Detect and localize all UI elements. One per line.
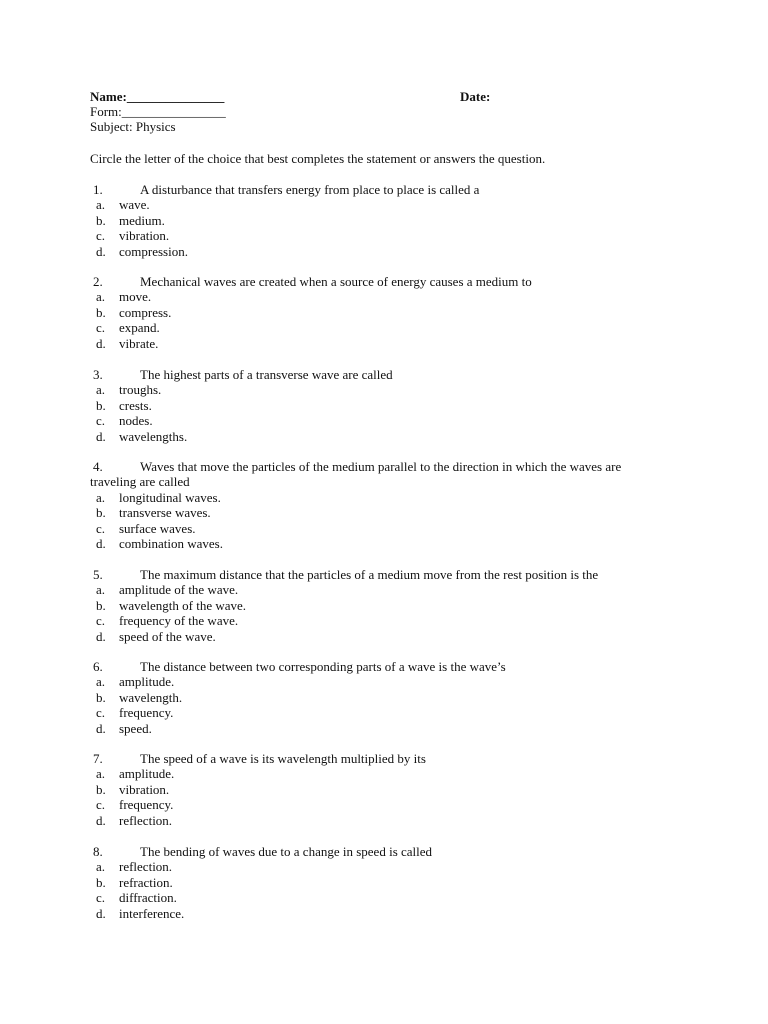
form-field: Form:________________ — [90, 104, 226, 119]
date-field: Date: — [460, 89, 491, 104]
subject-label: Subject: Physics — [90, 119, 176, 134]
option-text: vibration. — [119, 781, 170, 797]
option-text: medium. — [119, 212, 165, 228]
option-letter[interactable]: a. — [96, 289, 106, 305]
option-text: wavelength of the wave. — [119, 597, 247, 613]
option-text: compress. — [119, 304, 172, 320]
option-letter[interactable]: a. — [96, 197, 106, 213]
question-text: A disturbance that transfers energy from place to place is called a — [140, 182, 480, 197]
name-field: Name:_______________ — [90, 89, 225, 104]
option-text: wave. — [119, 197, 150, 213]
question-number: 6. — [93, 659, 103, 674]
option-letter[interactable]: c. — [96, 413, 106, 429]
option-text: troughs. — [119, 382, 162, 398]
option-text: wavelengths. — [119, 428, 188, 444]
option-letter[interactable]: b. — [96, 505, 106, 521]
option-letter[interactable]: d. — [96, 243, 106, 259]
option-letter[interactable]: d. — [96, 428, 106, 444]
question-number: 2. — [93, 274, 103, 289]
question-text: The bending of waves due to a change in speed is called — [140, 844, 433, 859]
option-text: crests. — [119, 397, 152, 413]
option-text: nodes. — [119, 413, 153, 429]
option-letter[interactable]: b. — [96, 597, 106, 613]
question-text: Waves that move the particles of the medium parallel to the direction in which the waves are — [140, 459, 622, 474]
option-letter[interactable]: b. — [96, 397, 106, 413]
option-text: reflection. — [119, 812, 173, 828]
option-text: frequency. — [119, 797, 174, 813]
option-text: speed of the wave. — [119, 628, 216, 644]
question-number: 4. — [93, 459, 103, 474]
question-number: 1. — [93, 182, 103, 197]
option-letter[interactable]: a. — [96, 859, 106, 875]
option-text: frequency of the wave. — [119, 613, 239, 629]
option-text: reflection. — [119, 859, 173, 875]
option-letter[interactable]: a. — [96, 489, 106, 505]
option-text: interference. — [119, 905, 185, 921]
option-letter[interactable]: d. — [96, 720, 106, 736]
question-number: 7. — [93, 751, 103, 766]
option-letter[interactable]: c. — [96, 890, 106, 906]
instructions: Circle the letter of the choice that best completes the statement or answers the question. — [90, 151, 546, 166]
question-text-continued: traveling are called — [90, 474, 190, 490]
question-number: 8. — [93, 844, 103, 859]
question-text: Mechanical waves are created when a source of energy causes a medium to — [140, 274, 532, 289]
option-letter[interactable]: b. — [96, 874, 106, 890]
option-text: vibrate. — [119, 335, 159, 351]
option-text: vibration. — [119, 228, 170, 244]
question-text: The maximum distance that the particles of a medium move from the rest position is the — [140, 567, 599, 582]
option-text: expand. — [119, 320, 160, 336]
option-letter[interactable]: b. — [96, 781, 106, 797]
option-text: combination waves. — [119, 536, 223, 551]
option-letter[interactable]: a. — [96, 674, 106, 690]
option-letter[interactable]: c. — [96, 228, 106, 244]
option-letter[interactable]: c. — [96, 705, 106, 721]
question-text: The distance between two corresponding parts of a wave is the wave’s — [140, 659, 506, 674]
option-text: refraction. — [119, 874, 173, 890]
option-letter[interactable]: d. — [96, 335, 106, 351]
option-text: compression. — [119, 243, 188, 259]
option-letter[interactable]: a. — [96, 582, 106, 598]
option-letter[interactable]: d. — [96, 905, 106, 921]
option-text: surface waves. — [119, 520, 196, 536]
option-text: speed. — [119, 720, 152, 736]
option-text: move. — [119, 289, 152, 305]
option-text: frequency. — [119, 705, 174, 721]
option-text: transverse waves. — [119, 505, 211, 521]
option-letter[interactable]: a. — [96, 766, 106, 782]
option-text: longitudinal waves. — [119, 489, 221, 505]
option-letter[interactable]: c. — [96, 320, 106, 336]
option-text: diffraction. — [119, 890, 177, 906]
option-letter[interactable]: d. — [96, 812, 106, 828]
option-letter[interactable]: c. — [96, 520, 106, 536]
option-letter[interactable]: d. — [96, 536, 106, 551]
option-letter[interactable]: b. — [96, 689, 106, 705]
option-letter[interactable]: c. — [96, 797, 106, 813]
question-number: 3. — [93, 367, 103, 382]
option-letter[interactable]: b. — [96, 304, 106, 320]
question-number: 5. — [93, 567, 103, 582]
option-letter[interactable]: b. — [96, 212, 106, 228]
option-text: wavelength. — [119, 689, 183, 705]
question-text: The speed of a wave is its wavelength multiplied by its — [140, 751, 426, 766]
option-text: amplitude. — [119, 766, 175, 782]
option-text: amplitude. — [119, 674, 175, 690]
option-letter[interactable]: d. — [96, 628, 106, 644]
option-letter[interactable]: c. — [96, 613, 106, 629]
option-text: amplitude of the wave. — [119, 582, 239, 598]
option-letter[interactable]: a. — [96, 382, 106, 398]
question-text: The highest parts of a transverse wave are called — [140, 367, 393, 382]
